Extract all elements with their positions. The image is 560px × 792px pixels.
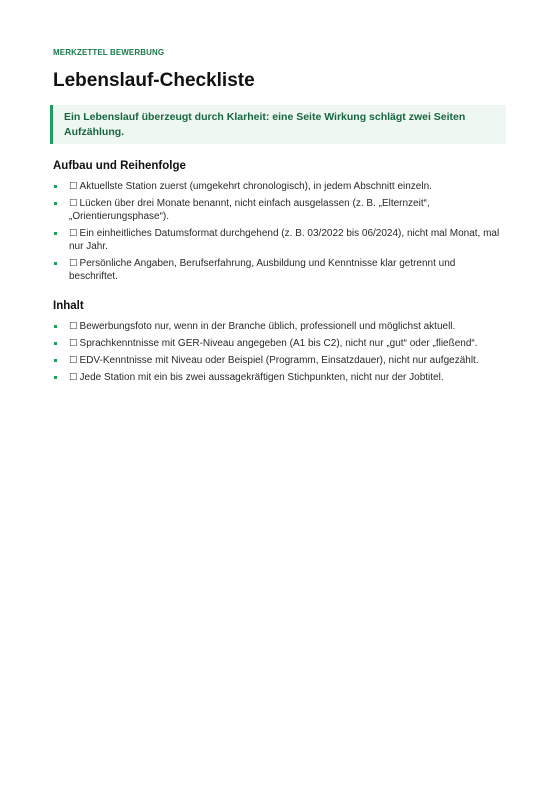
list-item-text: Persönliche Angaben, Berufserfahrung, Ausbildung und Kenntnisse klar getrennt und beschriftet. — [69, 258, 456, 282]
list-item-text: Lücken über drei Monate benannt, nicht einfach ausgelassen (z. B. „Elternzeit“, „Orientierungsphase“). — [69, 198, 430, 222]
checkbox-icon[interactable]: ☐ — [69, 338, 78, 349]
list-item — [53, 371, 506, 384]
list-item — [53, 227, 506, 253]
list-item-text: Aktuellste Station zuerst (umgekehrt chronologisch), in jedem Abschnitt einzeln. — [79, 181, 432, 192]
checklist-inhalt — [53, 320, 506, 384]
page-title: Lebenslauf-Checkliste — [53, 70, 255, 91]
checkbox-icon[interactable]: ☐ — [69, 181, 78, 192]
checkbox-icon[interactable]: ☐ — [69, 355, 78, 366]
checkbox-icon[interactable]: ☐ — [69, 258, 78, 269]
list-item-text: EDV-Kenntnisse mit Niveau oder Beispiel (Programm, Einsatzdauer), nicht nur aufgezählt. — [79, 355, 479, 366]
list-item-text: Bewerbungsfoto nur, wenn in der Branche üblich, professionell und möglichst aktuell. — [79, 321, 456, 332]
checkbox-icon[interactable]: ☐ — [69, 228, 78, 239]
section-title-aufbau: Aufbau und Reihenfolge — [53, 160, 186, 172]
checkbox-icon[interactable]: ☐ — [69, 372, 78, 383]
checkbox-icon[interactable]: ☐ — [69, 321, 78, 332]
list-item — [53, 180, 506, 193]
checkbox-icon[interactable]: ☐ — [69, 198, 78, 209]
list-item-text: Jede Station mit ein bis zwei aussagekräftigen Stichpunkten, nicht nur der Jobtitel. — [79, 372, 444, 383]
checklist-aufbau — [53, 180, 506, 283]
list-item — [53, 354, 506, 367]
eyebrow-label: MERKZETTEL BEWERBUNG — [53, 48, 165, 57]
highlight-callout: Ein Lebenslauf überzeugt durch Klarheit: eine Seite Wirkung schlägt zwei Seiten Aufzählung. — [50, 105, 506, 144]
list-item — [53, 320, 506, 333]
list-item — [53, 197, 506, 223]
list-item-text: Sprachkenntnisse mit GER-Niveau angegeben (A1 bis C2), nicht nur „gut“ oder „fließend“. — [79, 338, 478, 349]
list-item — [53, 257, 506, 283]
list-item — [53, 337, 506, 350]
section-title-inhalt: Inhalt — [53, 300, 84, 312]
list-item-text: Ein einheitliches Datumsformat durchgehend (z. B. 03/2022 bis 06/2024), nicht mal Monat, mal nur Jahr. — [69, 228, 500, 252]
